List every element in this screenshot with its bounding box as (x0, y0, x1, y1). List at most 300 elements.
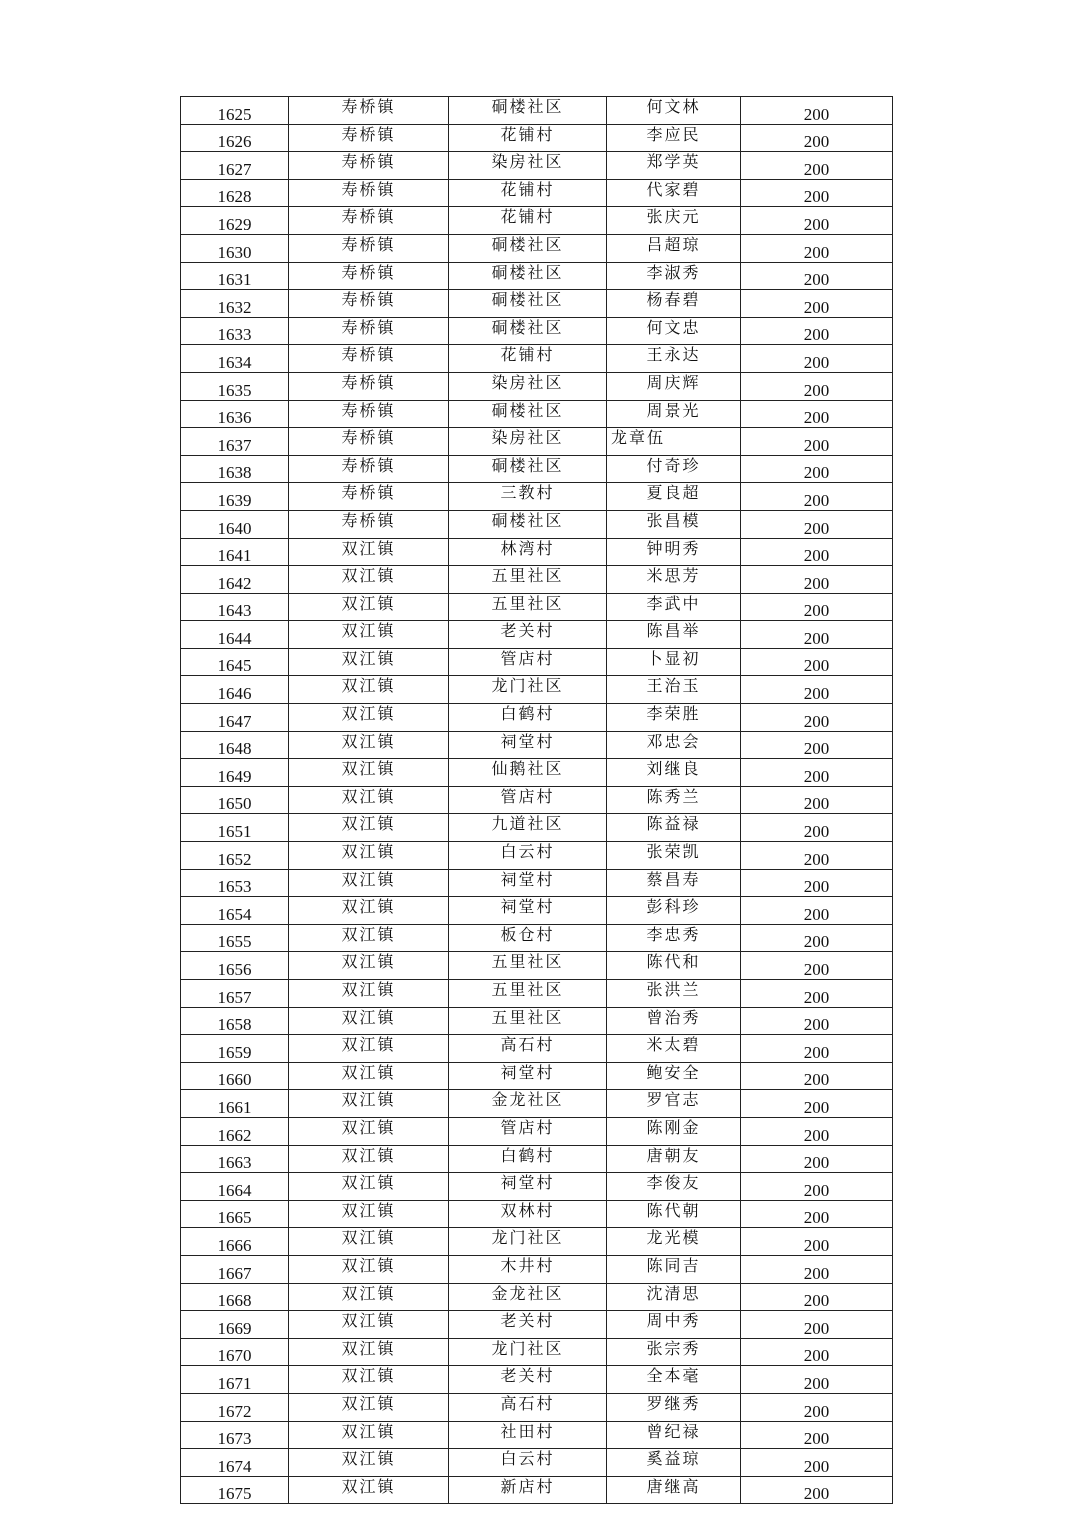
table-row (181, 897, 893, 925)
town-cell: 双江镇 (289, 648, 449, 676)
person-name-cell: 陈代朝 (607, 1200, 741, 1228)
row-number-cell: 1660 (181, 1062, 289, 1090)
table-row (181, 1255, 893, 1283)
row-number-cell: 1640 (181, 510, 289, 538)
table-row (181, 1007, 893, 1035)
table-row (181, 566, 893, 594)
village-cell: 白鹤村 (449, 704, 607, 732)
town-cell: 寿桥镇 (289, 97, 449, 125)
row-number-cell: 1654 (181, 897, 289, 925)
village-cell: 硐楼社区 (449, 97, 607, 125)
town-cell: 寿桥镇 (289, 372, 449, 400)
table-row (181, 1476, 893, 1504)
person-name-cell: 罗继秀 (607, 1393, 741, 1421)
town-cell: 双江镇 (289, 1476, 449, 1504)
village-cell: 花铺村 (449, 345, 607, 373)
village-cell: 染房社区 (449, 428, 607, 456)
person-name-cell: 全本毫 (607, 1366, 741, 1394)
row-number-cell: 1625 (181, 97, 289, 125)
town-cell: 双江镇 (289, 704, 449, 732)
row-number-cell: 1655 (181, 924, 289, 952)
person-name-cell: 陈益禄 (607, 814, 741, 842)
amount-cell: 200 (741, 1007, 893, 1035)
village-cell: 花铺村 (449, 124, 607, 152)
amount-cell: 200 (741, 786, 893, 814)
row-number-cell: 1669 (181, 1311, 289, 1339)
person-name-cell: 龙光模 (607, 1228, 741, 1256)
row-number-cell: 1663 (181, 1145, 289, 1173)
row-number-cell: 1646 (181, 676, 289, 704)
amount-cell: 200 (741, 924, 893, 952)
person-name-cell: 陈同吉 (607, 1255, 741, 1283)
amount-cell: 200 (741, 262, 893, 290)
village-cell: 五里社区 (449, 980, 607, 1008)
row-number-cell: 1641 (181, 538, 289, 566)
person-name-cell: 陈秀兰 (607, 786, 741, 814)
village-cell: 五里社区 (449, 593, 607, 621)
village-cell: 硐楼社区 (449, 455, 607, 483)
person-name-cell: 杨春碧 (607, 290, 741, 318)
person-name-cell: 周中秀 (607, 1311, 741, 1339)
town-cell: 双江镇 (289, 1090, 449, 1118)
person-name-cell: 吕超琼 (607, 234, 741, 262)
town-cell: 双江镇 (289, 1338, 449, 1366)
person-name-cell: 唐继高 (607, 1476, 741, 1504)
table-row (181, 1366, 893, 1394)
table-row (181, 704, 893, 732)
village-cell: 花铺村 (449, 179, 607, 207)
row-number-cell: 1633 (181, 317, 289, 345)
village-cell: 板仓村 (449, 924, 607, 952)
town-cell: 双江镇 (289, 897, 449, 925)
table-row (181, 538, 893, 566)
table-row (181, 234, 893, 262)
amount-cell: 200 (741, 1311, 893, 1339)
amount-cell: 200 (741, 1200, 893, 1228)
row-number-cell: 1661 (181, 1090, 289, 1118)
table-row (181, 483, 893, 511)
amount-cell: 200 (741, 1062, 893, 1090)
town-cell: 双江镇 (289, 786, 449, 814)
amount-cell: 200 (741, 400, 893, 428)
person-name-cell: 周庆辉 (607, 372, 741, 400)
village-cell: 五里社区 (449, 952, 607, 980)
table-row (181, 400, 893, 428)
table-row (181, 924, 893, 952)
row-number-cell: 1672 (181, 1393, 289, 1421)
village-cell: 五里社区 (449, 566, 607, 594)
person-name-cell: 王治玉 (607, 676, 741, 704)
person-name-cell: 邓忠会 (607, 731, 741, 759)
row-number-cell: 1656 (181, 952, 289, 980)
town-cell: 双江镇 (289, 1117, 449, 1145)
person-name-cell: 张洪兰 (607, 980, 741, 1008)
amount-cell: 200 (741, 290, 893, 318)
table-row (181, 1062, 893, 1090)
amount-cell: 200 (741, 731, 893, 759)
village-cell: 硐楼社区 (449, 262, 607, 290)
amount-cell: 200 (741, 1393, 893, 1421)
row-number-cell: 1668 (181, 1283, 289, 1311)
person-name-cell: 米太碧 (607, 1035, 741, 1063)
town-cell: 双江镇 (289, 1228, 449, 1256)
table-row (181, 621, 893, 649)
table-row (181, 980, 893, 1008)
person-name-cell: 龙章伍 (607, 428, 741, 456)
row-number-cell: 1635 (181, 372, 289, 400)
amount-cell: 200 (741, 428, 893, 456)
town-cell: 寿桥镇 (289, 124, 449, 152)
amount-cell: 200 (741, 207, 893, 235)
table-row (181, 1338, 893, 1366)
amount-cell: 200 (741, 179, 893, 207)
amount-cell: 200 (741, 759, 893, 787)
town-cell: 寿桥镇 (289, 152, 449, 180)
amount-cell: 200 (741, 317, 893, 345)
table-row (181, 1311, 893, 1339)
town-cell: 双江镇 (289, 676, 449, 704)
person-name-cell: 曾纪禄 (607, 1421, 741, 1449)
table-row (181, 648, 893, 676)
table-row (181, 179, 893, 207)
table-row (181, 676, 893, 704)
row-number-cell: 1630 (181, 234, 289, 262)
town-cell: 双江镇 (289, 1393, 449, 1421)
amount-cell: 200 (741, 952, 893, 980)
row-number-cell: 1667 (181, 1255, 289, 1283)
table-row (181, 759, 893, 787)
person-name-cell: 罗官志 (607, 1090, 741, 1118)
village-cell: 染房社区 (449, 372, 607, 400)
table-row (181, 731, 893, 759)
town-cell: 寿桥镇 (289, 455, 449, 483)
table-row (181, 1449, 893, 1477)
town-cell: 寿桥镇 (289, 290, 449, 318)
row-number-cell: 1674 (181, 1449, 289, 1477)
amount-cell: 200 (741, 814, 893, 842)
village-cell: 龙门社区 (449, 1228, 607, 1256)
row-number-cell: 1649 (181, 759, 289, 787)
table-row (181, 869, 893, 897)
town-cell: 双江镇 (289, 1062, 449, 1090)
person-name-cell: 何文林 (607, 97, 741, 125)
amount-cell: 200 (741, 1117, 893, 1145)
village-cell: 老关村 (449, 1366, 607, 1394)
village-cell: 祠堂村 (449, 869, 607, 897)
table-row (181, 345, 893, 373)
amount-cell: 200 (741, 1173, 893, 1201)
person-name-cell: 夏良超 (607, 483, 741, 511)
amount-cell: 200 (741, 1283, 893, 1311)
town-cell: 双江镇 (289, 621, 449, 649)
village-cell: 管店村 (449, 786, 607, 814)
row-number-cell: 1657 (181, 980, 289, 1008)
village-cell: 白鹤村 (449, 1145, 607, 1173)
person-name-cell: 卜显初 (607, 648, 741, 676)
person-name-cell: 李武中 (607, 593, 741, 621)
town-cell: 双江镇 (289, 1255, 449, 1283)
row-number-cell: 1670 (181, 1338, 289, 1366)
table-row (181, 1200, 893, 1228)
person-name-cell: 陈代和 (607, 952, 741, 980)
row-number-cell: 1662 (181, 1117, 289, 1145)
amount-cell: 200 (741, 234, 893, 262)
town-cell: 双江镇 (289, 1035, 449, 1063)
row-number-cell: 1628 (181, 179, 289, 207)
village-cell: 双林村 (449, 1200, 607, 1228)
table-row (181, 593, 893, 621)
table-row (181, 1173, 893, 1201)
town-cell: 双江镇 (289, 1421, 449, 1449)
row-number-cell: 1632 (181, 290, 289, 318)
amount-cell: 200 (741, 621, 893, 649)
village-cell: 祠堂村 (449, 1062, 607, 1090)
person-name-cell: 钟明秀 (607, 538, 741, 566)
amount-cell: 200 (741, 1366, 893, 1394)
amount-cell: 200 (741, 1421, 893, 1449)
table-row (181, 814, 893, 842)
village-cell: 高石村 (449, 1393, 607, 1421)
town-cell: 双江镇 (289, 869, 449, 897)
row-number-cell: 1653 (181, 869, 289, 897)
town-cell: 寿桥镇 (289, 483, 449, 511)
person-name-cell: 张宗秀 (607, 1338, 741, 1366)
person-name-cell: 沈清思 (607, 1283, 741, 1311)
village-cell: 花铺村 (449, 207, 607, 235)
row-number-cell: 1665 (181, 1200, 289, 1228)
village-cell: 硐楼社区 (449, 400, 607, 428)
row-number-cell: 1664 (181, 1173, 289, 1201)
town-cell: 双江镇 (289, 924, 449, 952)
row-number-cell: 1675 (181, 1476, 289, 1504)
town-cell: 双江镇 (289, 980, 449, 1008)
row-number-cell: 1642 (181, 566, 289, 594)
village-cell: 祠堂村 (449, 1173, 607, 1201)
amount-cell: 200 (741, 1228, 893, 1256)
person-name-cell: 陈昌举 (607, 621, 741, 649)
person-name-cell: 周景光 (607, 400, 741, 428)
amount-cell: 200 (741, 676, 893, 704)
table-row (181, 842, 893, 870)
village-cell: 三教村 (449, 483, 607, 511)
town-cell: 寿桥镇 (289, 317, 449, 345)
village-cell: 新店村 (449, 1476, 607, 1504)
amount-cell: 200 (741, 372, 893, 400)
town-cell: 双江镇 (289, 814, 449, 842)
village-cell: 祠堂村 (449, 897, 607, 925)
town-cell: 寿桥镇 (289, 262, 449, 290)
village-cell: 九道社区 (449, 814, 607, 842)
row-number-cell: 1637 (181, 428, 289, 456)
person-name-cell: 李俊友 (607, 1173, 741, 1201)
row-number-cell: 1650 (181, 786, 289, 814)
amount-cell: 200 (741, 483, 893, 511)
town-cell: 双江镇 (289, 1200, 449, 1228)
village-cell: 五里社区 (449, 1007, 607, 1035)
village-cell: 管店村 (449, 1117, 607, 1145)
table-row (181, 97, 893, 125)
town-cell: 双江镇 (289, 1366, 449, 1394)
row-number-cell: 1639 (181, 483, 289, 511)
table-row (181, 124, 893, 152)
amount-cell: 200 (741, 1476, 893, 1504)
town-cell: 寿桥镇 (289, 234, 449, 262)
village-cell: 龙门社区 (449, 676, 607, 704)
table-row (181, 317, 893, 345)
amount-cell: 200 (741, 152, 893, 180)
amount-cell: 200 (741, 1449, 893, 1477)
person-name-cell: 代家碧 (607, 179, 741, 207)
row-number-cell: 1627 (181, 152, 289, 180)
row-number-cell: 1666 (181, 1228, 289, 1256)
village-cell: 白云村 (449, 1449, 607, 1477)
village-cell: 祠堂村 (449, 731, 607, 759)
table-row (181, 1393, 893, 1421)
town-cell: 寿桥镇 (289, 428, 449, 456)
town-cell: 双江镇 (289, 538, 449, 566)
person-name-cell: 曾治秀 (607, 1007, 741, 1035)
amount-cell: 200 (741, 510, 893, 538)
amount-cell: 200 (741, 897, 893, 925)
row-number-cell: 1629 (181, 207, 289, 235)
village-cell: 硐楼社区 (449, 317, 607, 345)
town-cell: 双江镇 (289, 566, 449, 594)
town-cell: 双江镇 (289, 1173, 449, 1201)
village-cell: 老关村 (449, 1311, 607, 1339)
village-cell: 仙鹅社区 (449, 759, 607, 787)
village-cell: 金龙社区 (449, 1090, 607, 1118)
town-cell: 寿桥镇 (289, 510, 449, 538)
row-number-cell: 1652 (181, 842, 289, 870)
table-row (181, 1421, 893, 1449)
amount-cell: 200 (741, 593, 893, 621)
amount-cell: 200 (741, 566, 893, 594)
village-cell: 管店村 (449, 648, 607, 676)
person-name-cell: 陈刚金 (607, 1117, 741, 1145)
amount-cell: 200 (741, 1145, 893, 1173)
table-row (181, 786, 893, 814)
village-cell: 金龙社区 (449, 1283, 607, 1311)
amount-cell: 200 (741, 1090, 893, 1118)
row-number-cell: 1651 (181, 814, 289, 842)
table-row (181, 952, 893, 980)
town-cell: 寿桥镇 (289, 207, 449, 235)
table-row (181, 1283, 893, 1311)
person-name-cell: 蔡昌寿 (607, 869, 741, 897)
table-row (181, 207, 893, 235)
row-number-cell: 1634 (181, 345, 289, 373)
amount-cell: 200 (741, 97, 893, 125)
town-cell: 寿桥镇 (289, 400, 449, 428)
village-cell: 硐楼社区 (449, 234, 607, 262)
table-row (181, 1228, 893, 1256)
person-name-cell: 付奇珍 (607, 455, 741, 483)
row-number-cell: 1644 (181, 621, 289, 649)
person-name-cell: 李忠秀 (607, 924, 741, 952)
row-number-cell: 1647 (181, 704, 289, 732)
amount-cell: 200 (741, 455, 893, 483)
beneficiary-table (180, 96, 893, 1504)
village-cell: 硐楼社区 (449, 510, 607, 538)
table-row (181, 372, 893, 400)
amount-cell: 200 (741, 1255, 893, 1283)
town-cell: 寿桥镇 (289, 179, 449, 207)
village-cell: 林湾村 (449, 538, 607, 566)
town-cell: 双江镇 (289, 593, 449, 621)
table-row (181, 455, 893, 483)
person-name-cell: 刘继良 (607, 759, 741, 787)
person-name-cell: 唐朝友 (607, 1145, 741, 1173)
table-row (181, 428, 893, 456)
village-cell: 龙门社区 (449, 1338, 607, 1366)
row-number-cell: 1648 (181, 731, 289, 759)
person-name-cell: 王永达 (607, 345, 741, 373)
town-cell: 双江镇 (289, 731, 449, 759)
town-cell: 双江镇 (289, 1283, 449, 1311)
row-number-cell: 1631 (181, 262, 289, 290)
amount-cell: 200 (741, 980, 893, 1008)
town-cell: 双江镇 (289, 1007, 449, 1035)
person-name-cell: 鲍安全 (607, 1062, 741, 1090)
town-cell: 双江镇 (289, 842, 449, 870)
row-number-cell: 1671 (181, 1366, 289, 1394)
town-cell: 寿桥镇 (289, 345, 449, 373)
row-number-cell: 1658 (181, 1007, 289, 1035)
table-row (181, 1035, 893, 1063)
table-row (181, 262, 893, 290)
table-row (181, 1090, 893, 1118)
row-number-cell: 1636 (181, 400, 289, 428)
amount-cell: 200 (741, 538, 893, 566)
amount-cell: 200 (741, 842, 893, 870)
row-number-cell: 1643 (181, 593, 289, 621)
table-row (181, 290, 893, 318)
person-name-cell: 彭科珍 (607, 897, 741, 925)
amount-cell: 200 (741, 869, 893, 897)
person-name-cell: 张庆元 (607, 207, 741, 235)
person-name-cell: 张昌模 (607, 510, 741, 538)
person-name-cell: 李荣胜 (607, 704, 741, 732)
village-cell: 木井村 (449, 1255, 607, 1283)
amount-cell: 200 (741, 345, 893, 373)
person-name-cell: 李应民 (607, 124, 741, 152)
village-cell: 染房社区 (449, 152, 607, 180)
row-number-cell: 1659 (181, 1035, 289, 1063)
table-row (181, 510, 893, 538)
town-cell: 双江镇 (289, 952, 449, 980)
town-cell: 双江镇 (289, 1145, 449, 1173)
person-name-cell: 张荣凯 (607, 842, 741, 870)
person-name-cell: 奚益琼 (607, 1449, 741, 1477)
town-cell: 双江镇 (289, 1449, 449, 1477)
amount-cell: 200 (741, 1035, 893, 1063)
table-row (181, 1145, 893, 1173)
village-cell: 社田村 (449, 1421, 607, 1449)
amount-cell: 200 (741, 1338, 893, 1366)
village-cell: 老关村 (449, 621, 607, 649)
amount-cell: 200 (741, 648, 893, 676)
village-cell: 高石村 (449, 1035, 607, 1063)
village-cell: 硐楼社区 (449, 290, 607, 318)
village-cell: 白云村 (449, 842, 607, 870)
table-row (181, 1117, 893, 1145)
person-name-cell: 米思芳 (607, 566, 741, 594)
town-cell: 双江镇 (289, 759, 449, 787)
row-number-cell: 1626 (181, 124, 289, 152)
amount-cell: 200 (741, 704, 893, 732)
town-cell: 双江镇 (289, 1311, 449, 1339)
person-name-cell: 何文忠 (607, 317, 741, 345)
